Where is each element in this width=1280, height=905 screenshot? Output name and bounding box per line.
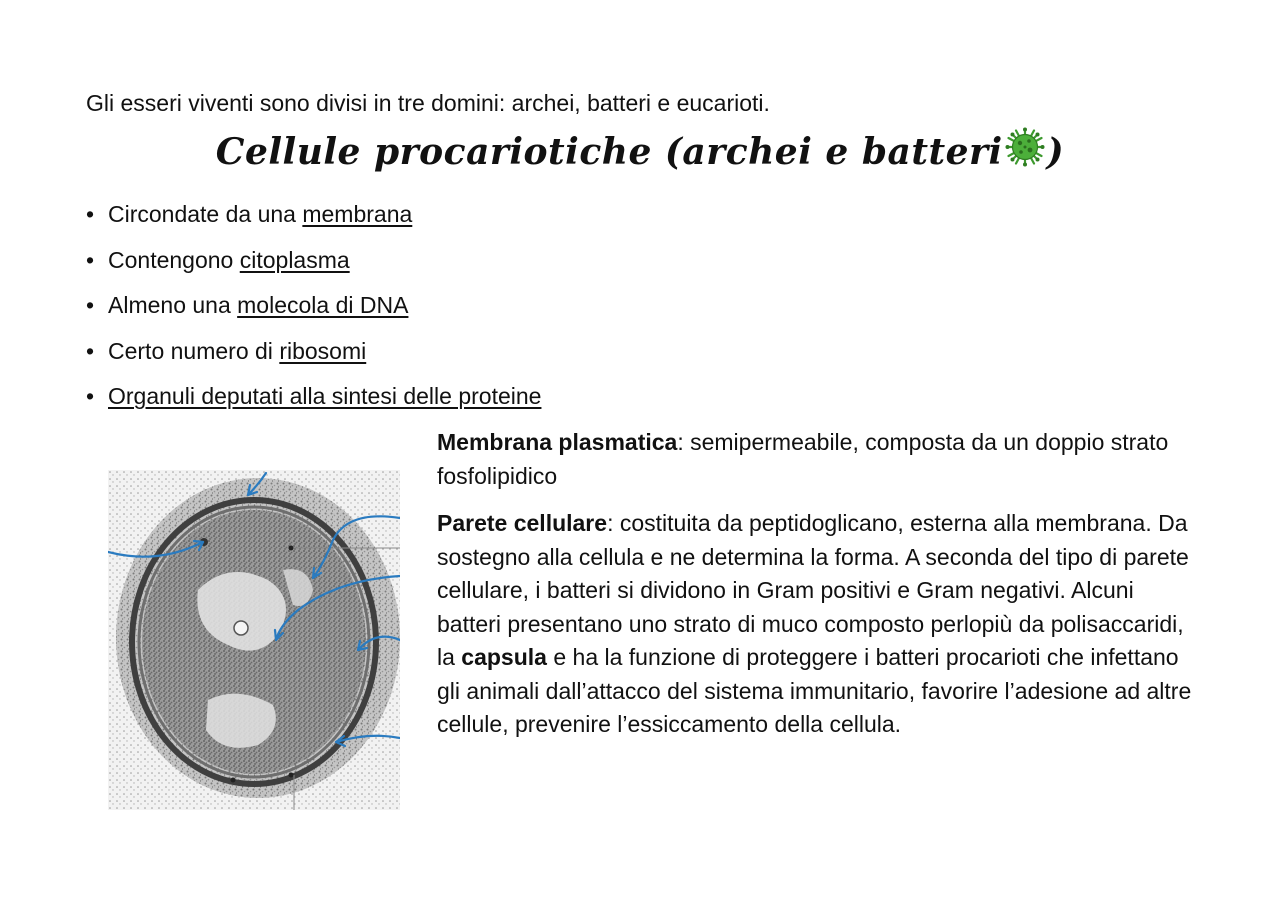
title-close: ): [1046, 131, 1065, 173]
bullet-dot: •: [86, 246, 95, 273]
parete-text-1: : costituita da peptidoglicano, esterna alla membrana. Da sostegno alla cellula e ne determina la forma. A seconda del tipo di parete cellulare, i batteri si dividono in Gram positivi e Gram negativi. Alcuni batteri presentano uno strato di muco composto perlopiù da polisaccaridi, la: [437, 510, 1189, 670]
membrana-term: Membrana plasmatica: [437, 429, 678, 455]
link-organuli[interactable]: Organuli deputati alla sintesi delle proteine: [108, 383, 542, 409]
link-membrana[interactable]: membrana: [302, 201, 413, 227]
list-item-text: Certo numero di: [108, 337, 280, 364]
page-title: [0, 124, 1280, 183]
link-citoplasma[interactable]: citoplasma: [239, 246, 350, 273]
bullet-dot: •: [86, 383, 95, 409]
title-text: Cellule procariotiche (archei e batteri: [215, 131, 1003, 173]
membrana-text: : semipermeabile, composta da un doppio strato fosfolipidico: [437, 429, 1169, 489]
bullet-dot: •: [86, 201, 95, 227]
membrana-paragraph: [437, 426, 1197, 493]
list-item: [86, 376, 541, 422]
list-item: [86, 331, 541, 377]
virus-icon: [1005, 127, 1045, 183]
feature-list: [86, 194, 541, 422]
bacterium-micrograph: [108, 470, 400, 810]
parete-paragraph: [437, 507, 1197, 742]
link-molecola-dna[interactable]: molecola di DNA: [237, 292, 409, 318]
list-item: [86, 285, 541, 331]
capsula-term: capsula: [461, 644, 547, 670]
parete-text-2: e ha la funzione di proteggere i batteri procarioti che infettano gli animali dall’attacco del sistema immunitario, favorire l’adesione ad altre cellule, prevenire l’essiccamento della cellula.: [437, 644, 1192, 737]
parete-term: Parete cellulare: [437, 510, 608, 536]
bullet-dot: •: [86, 337, 95, 364]
description-column: [437, 426, 1197, 756]
list-item-text: Almeno una: [108, 292, 238, 318]
list-item: [86, 240, 541, 286]
bullet-dot: •: [86, 292, 95, 318]
intro-text: Gli esseri viventi sono divisi in tre domini: archei, batteri e eucarioti.: [86, 90, 770, 116]
list-item-text: Contengono: [108, 246, 240, 273]
list-item-text: Circondate da una: [108, 201, 303, 227]
list-item: [86, 194, 541, 240]
link-ribosomi[interactable]: ribosomi: [279, 337, 367, 364]
